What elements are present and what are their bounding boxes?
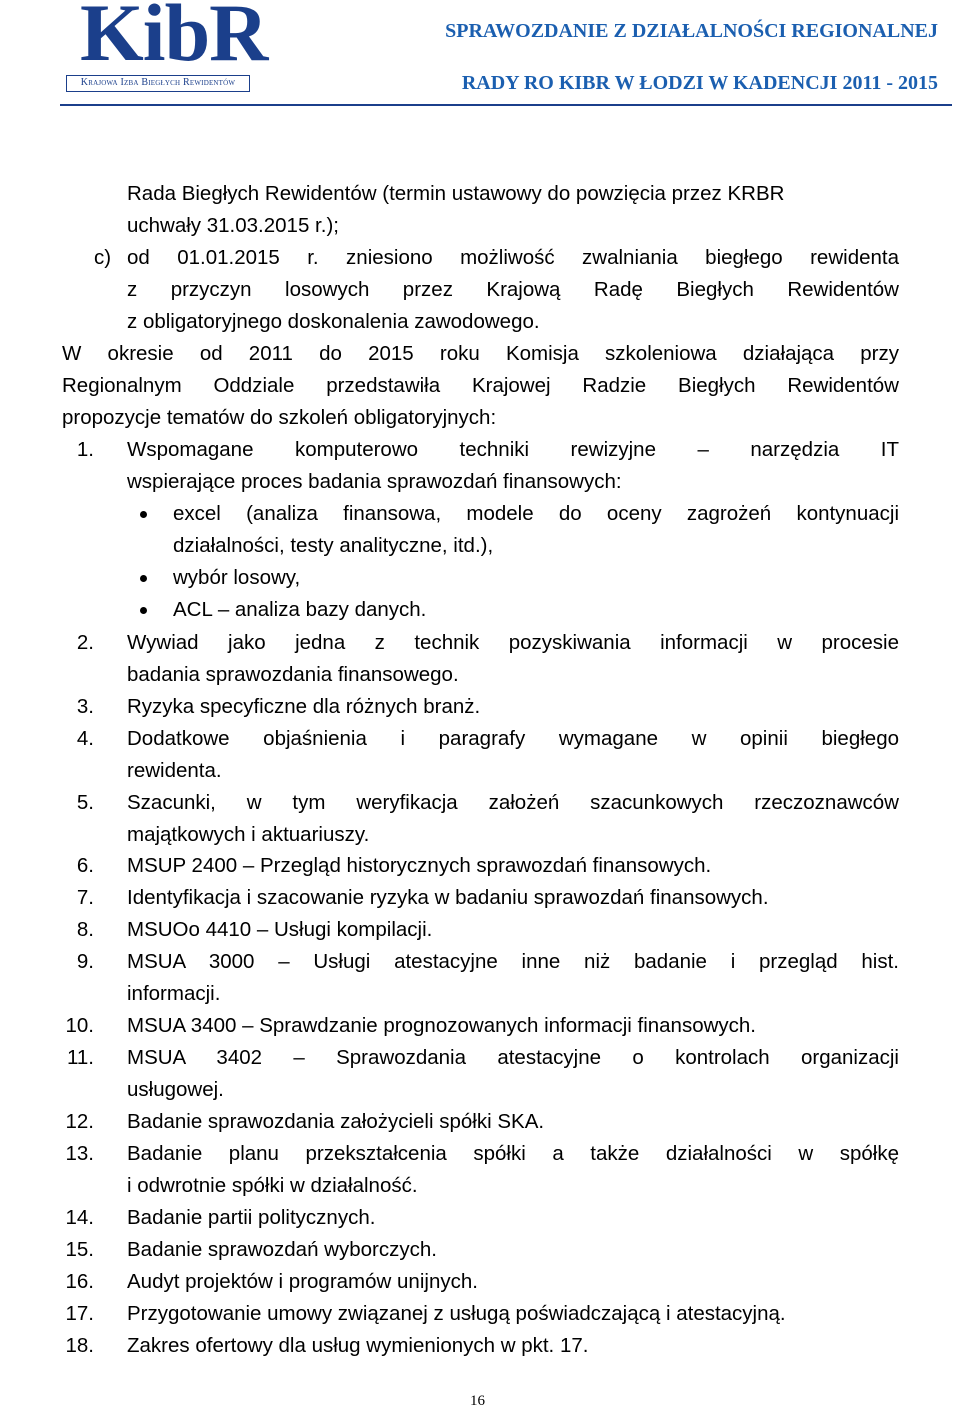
logo-wordmark: KibR bbox=[80, 0, 268, 78]
list-item-text: rewidenta. bbox=[127, 759, 222, 782]
list-number: 10. bbox=[65, 1014, 94, 1037]
paragraph-line: W okresie od 2011 do 2015 roku Komisja szkoleniowa działająca przy bbox=[62, 342, 899, 365]
bullet-icon bbox=[140, 575, 147, 582]
list-item-text: wspierające proces badania sprawozdań finansowych: bbox=[127, 470, 622, 493]
paragraph-line: propozycje tematów do szkoleń obligatoryjnych: bbox=[62, 406, 497, 429]
item-c-label: c) bbox=[94, 246, 112, 269]
list-number: 1. bbox=[76, 438, 94, 461]
list-item-text: Przygotowanie umowy związanej z usługą poświadczającą i atestacyjną. bbox=[127, 1302, 786, 1325]
list-item-text: i odwrotnie spółki w działalność. bbox=[127, 1174, 418, 1197]
list-number: 3. bbox=[76, 695, 94, 718]
list-number: 4. bbox=[76, 727, 94, 750]
list-number: 17. bbox=[65, 1302, 94, 1325]
continued-text-line: uchwały 31.03.2015 r.); bbox=[127, 214, 339, 237]
list-item-text: MSUOo 4410 – Usługi kompilacji. bbox=[127, 918, 433, 941]
list-item-text: Zakres ofertowy dla usług wymienionych w pkt. 17. bbox=[127, 1334, 589, 1357]
list-item-text: MSUA 3000 – Usługi atestacyjne inne niż badanie i przegląd hist. bbox=[127, 950, 899, 973]
list-number: 14. bbox=[65, 1206, 94, 1229]
page-number: 16 bbox=[470, 1393, 485, 1409]
item-c-line: z obligatoryjnego doskonalenia zawodowego. bbox=[127, 310, 540, 333]
item-c-line: z przyczyn losowych przez Krajową Radę Biegłych Rewidentów bbox=[127, 278, 899, 301]
list-item-text: Szacunki, w tym weryfikacja założeń szacunkowych rzeczoznawców bbox=[127, 791, 899, 814]
bullet-icon bbox=[140, 511, 147, 518]
list-item-text: MSUP 2400 – Przegląd historycznych sprawozdań finansowych. bbox=[127, 854, 712, 877]
bullet-icon bbox=[140, 607, 147, 614]
list-item-text: Ryzyka specyficzne dla różnych branż. bbox=[127, 695, 481, 718]
list-item-text: Badanie sprawozdań wyborczych. bbox=[127, 1238, 437, 1261]
list-item-text: MSUA 3400 – Sprawdzanie prognozowanych informacji finansowych. bbox=[127, 1014, 757, 1037]
item-c-line: od 01.01.2015 r. zniesiono możliwość zwalniania biegłego rewidenta bbox=[127, 246, 899, 269]
header-title-line2: RADY RO KIBR W ŁODZI W KADENCJI 2011 - 2015 bbox=[461, 72, 938, 94]
list-number: 12. bbox=[65, 1110, 94, 1133]
page-header bbox=[0, 0, 960, 110]
list-number: 7. bbox=[76, 886, 94, 909]
list-item-text: majątkowych i aktuariuszy. bbox=[127, 823, 370, 846]
kibr-logo bbox=[62, 0, 268, 94]
list-item-text: Badanie partii politycznych. bbox=[127, 1206, 376, 1229]
list-number: 2. bbox=[76, 631, 94, 654]
list-item-text: badania sprawozdania finansowego. bbox=[127, 663, 459, 686]
list-item-text: Wspomagane komputerowo techniki rewizyjne – narzędzia IT bbox=[127, 438, 899, 461]
list-item-text: Badanie planu przekształcenia spółki a także działalności w spółkę bbox=[127, 1142, 899, 1165]
list-item-text: Audyt projektów i programów unijnych. bbox=[127, 1270, 478, 1293]
bullet-item-text: działalności, testy analityczne, itd.), bbox=[173, 534, 494, 557]
bullet-item-text: wybór losowy, bbox=[173, 566, 301, 589]
header-divider bbox=[60, 104, 952, 106]
list-number: 18. bbox=[65, 1334, 94, 1357]
list-item-text: Identyfikacja i szacowanie ryzyka w badaniu sprawozdań finansowych. bbox=[127, 886, 769, 909]
list-number: 9. bbox=[76, 950, 94, 973]
list-number: 8. bbox=[76, 918, 94, 941]
list-number: 5. bbox=[76, 791, 94, 814]
list-item-text: informacji. bbox=[127, 982, 221, 1005]
bullet-item-text: ACL – analiza bazy danych. bbox=[173, 598, 427, 621]
list-item-text: Dodatkowe objaśnienia i paragrafy wymagane w opinii biegłego bbox=[127, 727, 899, 750]
list-item-text: Wywiad jako jedna z technik pozyskiwania informacji w procesie bbox=[127, 631, 899, 654]
logo-subtitle: Krajowa Izba Biegłych Rewidentów bbox=[66, 75, 250, 92]
list-number: 6. bbox=[76, 854, 94, 877]
list-item-text: usługowej. bbox=[127, 1078, 224, 1101]
continued-text-line: Rada Biegłych Rewidentów (termin ustawowy do powzięcia przez KRBR bbox=[127, 182, 785, 205]
list-number: 15. bbox=[65, 1238, 94, 1261]
bullet-item-text: excel (analiza finansowa, modele do oceny zagrożeń kontynuacji bbox=[173, 502, 899, 525]
list-item-text: Badanie sprawozdania założycieli spółki SKA. bbox=[127, 1110, 545, 1133]
list-number: 13. bbox=[65, 1142, 94, 1165]
list-item-text: MSUA 3402 – Sprawozdania atestacyjne o kontrolach organizacji bbox=[127, 1046, 899, 1069]
header-title-line1: SPRAWOZDANIE Z DZIAŁALNOŚCI REGIONALNEJ bbox=[445, 20, 938, 42]
list-number: 16. bbox=[65, 1270, 94, 1293]
list-number: 11. bbox=[67, 1046, 94, 1069]
paragraph-line: Regionalnym Oddziale przedstawiła Krajowej Radzie Biegłych Rewidentów bbox=[62, 374, 899, 397]
